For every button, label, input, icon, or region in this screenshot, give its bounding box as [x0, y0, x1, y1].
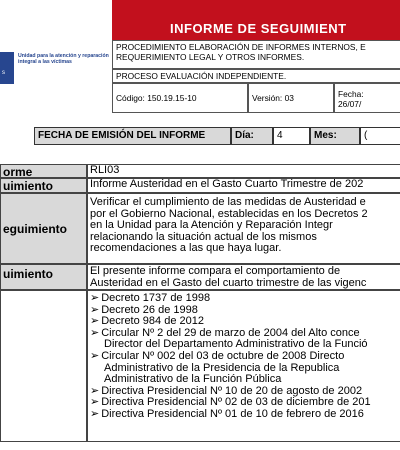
- date-label: Fecha:: [338, 89, 364, 99]
- row-value-report: RLI03: [87, 164, 400, 178]
- objective-line: en la Unidad para la Atención y Reparación Integr: [90, 219, 333, 232]
- references-cell: [87, 290, 400, 442]
- reference-item: ➢ Directiva Presidencial Nº 01 de 10 de febrero de 2016: [90, 407, 364, 420]
- emission-label: FECHA DE EMISIÓN DEL INFORME: [34, 127, 231, 145]
- month-label: Mes:: [310, 127, 360, 145]
- row-label-references: [0, 290, 87, 442]
- day-label: Día:: [231, 127, 273, 145]
- code-text: Código: 150.19.15-10: [116, 93, 197, 103]
- date-value: 26/07/: [338, 99, 362, 109]
- reference-item: ➢ Directiva Presidencial Nº 10 de 20 de agosto de 2002: [90, 384, 363, 397]
- reference-item: ➢ Decreto 984 de 2012: [90, 315, 204, 328]
- objective-line: Verificar el cumplimiento de las medidas de Austeridad e: [90, 196, 366, 208]
- scope-line: Austeridad en el Gasto del cuarto trimestre de las vigenc: [90, 276, 367, 289]
- row-value-scope: [87, 264, 400, 290]
- reference-item: ➢ Directiva Presidencial Nº 02 de 03 de diciembre de 201: [90, 396, 371, 409]
- reference-item: ➢ Decreto 1737 de 1998: [90, 292, 211, 304]
- logo-mark: [0, 52, 14, 84]
- reference-text: Decreto 26 de 1998: [101, 303, 198, 316]
- report-title-banner: [112, 0, 400, 40]
- code-cell: [112, 83, 248, 113]
- reference-item: ➢ Circular Nº 2 del 29 de marzo de 2004 del Alto conce Director del Departamento Administrativo de la Funció: [90, 328, 399, 351]
- reference-text: Directiva Presidencial Nº 10 de 20 de agosto de 2002: [101, 384, 363, 397]
- version-text: Versión: 03: [252, 93, 294, 103]
- reference-continuation: Director del Departamento Administrativo de la Funció: [104, 338, 368, 351]
- row-label-objective: eguimiento: [0, 193, 87, 264]
- process-cell: [112, 69, 400, 83]
- reference-item: ➢ Circular Nº 002 del 03 de octubre de 2008 Directo Administrativo de la Presidencia de la Republica Administrativo de la Función Pública: [90, 351, 399, 386]
- logo-caption: Unidad para la atención y reparación integral a las víctimas: [18, 53, 109, 66]
- references-list: [90, 293, 399, 421]
- reference-continuation: Administrativo de la Presidencia de la Republica: [104, 361, 340, 374]
- objective-line: relacionando la situación actual de los mismos: [90, 230, 317, 243]
- reference-item: ➢ Decreto 26 de 1998: [90, 303, 198, 316]
- objective-line: por el Gobierno Nacional, establecidas en los Decretos 2: [90, 207, 368, 220]
- reference-text: Decreto 984 de 2012: [101, 315, 204, 328]
- reference-text: Decreto 1737 de 1998: [101, 292, 211, 304]
- reference-continuation: Administrativo de la Función Pública: [104, 373, 282, 386]
- reference-text: Directiva Presidencial Nº 02 de 03 de diciembre de 201: [101, 396, 371, 409]
- report-title: INFORME DE SEGUIMIENT: [170, 21, 347, 36]
- procedure-text: PROCEDIMIENTO ELABORACIÓN DE INFORMES INTERNOS, E REQUERIMIENTO LEGAL Y OTROS INFORMES.: [116, 42, 366, 62]
- logo-area: [0, 36, 112, 118]
- scope-line: El presente informe compara el comportamiento de: [90, 265, 341, 277]
- row-label-scope: uimiento: [0, 264, 87, 290]
- month-value: (: [360, 127, 400, 145]
- row-value-objective: [87, 193, 400, 264]
- reference-text: Directiva Presidencial Nº 01 de 10 de febrero de 2016: [101, 407, 364, 420]
- process-text: PROCESO EVALUACIÓN INDEPENDIENTE.: [116, 71, 287, 81]
- day-value: 4: [273, 127, 310, 145]
- date-cell: [334, 83, 400, 113]
- reference-text: Circular Nº 002 del 03 de octubre de 2008 Directo: [101, 349, 345, 362]
- procedure-cell: [112, 40, 400, 69]
- row-label-report: orme: [0, 164, 87, 178]
- version-cell: [248, 83, 334, 113]
- row-label-name: uimiento: [0, 178, 87, 193]
- logo-short-text: s: [2, 70, 5, 76]
- reference-text: Circular Nº 2 del 29 de marzo de 2004 del Alto conce: [101, 326, 360, 339]
- objective-line: recomendaciones a las que haya lugar.: [90, 242, 282, 255]
- row-value-name: Informe Austeridad en el Gasto Cuarto Trimestre de 202: [87, 178, 400, 193]
